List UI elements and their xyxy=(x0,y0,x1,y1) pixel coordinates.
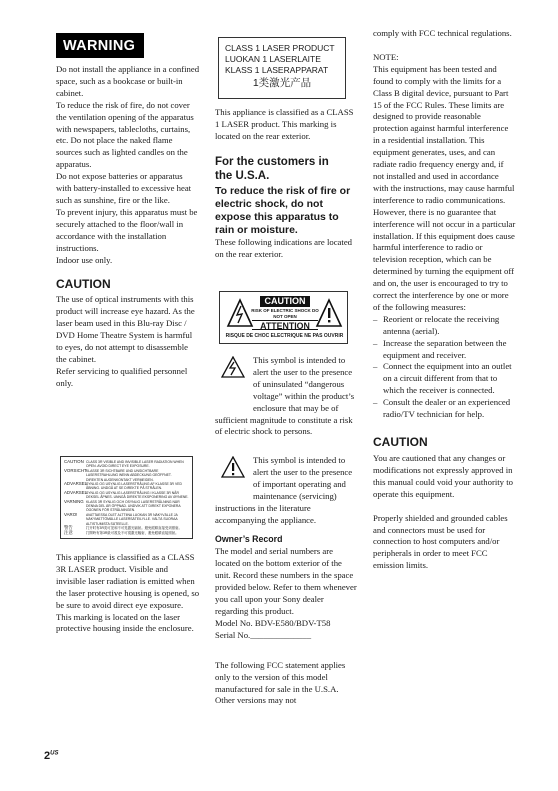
paragraph: The use of optical instruments with this product will increase eye hazard. As the laser beam used in this Blu-ray Disc / DVD Home Theatre System is harmful to eyes, do not attempt to disassemble the cabinet. xyxy=(56,294,195,364)
label-row: 注意 打開時有第3R級可視及不可視激光輻射，避免眼睛直接照射。 xyxy=(64,529,179,535)
label-line: CLASS 1 LASER PRODUCT xyxy=(225,43,335,53)
owners-record-heading: Owner’s Record xyxy=(215,534,283,545)
paragraph: Properly shielded and grounded cables and connectors must be used for connection to host computers and/or peripherals in order to meet FCC emission limits. xyxy=(373,512,508,571)
paragraph: This symbol is intended to alert the user to the presence of uninsulated “dangerous voltage” within the product’s enclosure that may be of sufficient magnitude to constitute a risk of electric shock to persons. xyxy=(215,355,355,437)
label-line: KLASS 1 LASERAPPARAT xyxy=(225,65,329,75)
shock-attention-text: ATTENTION xyxy=(252,320,318,330)
label-line: 1类激光产品 xyxy=(252,77,312,89)
paragraph: This marking is located on the laser protective housing inside the enclosure. xyxy=(56,611,194,634)
paragraph: Indoor use only. xyxy=(56,254,113,265)
label-row: ADVARSEL SYNLIG OG USYNLIG LASERSTRÅLING AF KLASSE 3R VED ÅBNING. UNDGÅ AT SE DIREKTE PÅ STRÅLEN. xyxy=(64,481,182,491)
paragraph: This symbol is intended to alert the user to the presence of important operating and maintenance (servicing) instructions in the literature accompanying the appliance. xyxy=(215,455,353,525)
caution-heading: CAUTION xyxy=(373,435,428,449)
paragraph: You are cautioned that any changes or modifications not expressly approved in this manual could void your authority to operate this equipment. xyxy=(373,453,513,499)
list-item: – Reorient or relocate the receiving antenna (aerial). xyxy=(373,313,500,336)
paragraph: To prevent injury, this apparatus must be securely attached to the floor/wall in accordance with the installation instructions. xyxy=(56,206,198,253)
class-1-laser-label xyxy=(218,37,346,99)
paragraph: The following FCC statement applies only to the version of this model manufactured for sale in the U.S.A. Other versions may not xyxy=(215,659,346,706)
warning-label: WARNING xyxy=(56,33,144,58)
label-row: VORSICHT KLASSE 3R SICHTBARE UND UNSICHTBARE LASERSTRAHLUNG WENN ABDECKUNG GEÖFFNET. DIREKTEN AUGENKONTAKT VERMEIDEN. xyxy=(64,467,172,482)
paragraph: Do not expose batteries or apparatus with battery-installed to excessive heat such as sunshine, fire or the like. xyxy=(56,171,192,205)
list-item: – Consult the dealer or an experienced radio/TV technician for help. xyxy=(373,397,511,420)
label-row: 警告 打开时有3R类可见和不可见激光辐射。避免眼睛直接受到照射。 xyxy=(64,525,182,531)
paragraph: These following indications are located on the rear exterior. xyxy=(215,236,353,259)
column-3 xyxy=(373,28,516,572)
paragraph: comply with FCC technical regulations. xyxy=(373,28,512,38)
paragraph: This appliance is classified as a CLASS 3R LASER product. Visible and invisible laser radiation is emitted when the laser protective housing is opened, so be sure to avoid direct eye exposure. xyxy=(56,552,200,610)
column-1 xyxy=(56,64,200,390)
caution-heading: CAUTION xyxy=(56,277,111,292)
bold-warning: To reduce the risk of fire or electric shock, do not expose this apparatus to rain or moisture. xyxy=(215,184,351,236)
paragraph: This appliance is classified as a CLASS 1 LASER product. This marking is located on the rear exterior. xyxy=(215,107,354,141)
paragraph: The model and serial numbers are located on the bottom exterior of the unit. Record these numbers in the space provided below. Refer to them whenever you call upon your Sony dealer regarding this product. xyxy=(215,546,357,616)
paragraph: Do not install the appliance in a confined space, such as a bookcase or built-in cabinet. xyxy=(56,64,200,98)
list-item: – Connect the equipment into an outlet on a circuit different from that to which the receiver is connected. xyxy=(373,361,512,396)
label-row: VARO! AVATTAESSA OLET ALTTIINA LUOKAN 3R NÄKYVÄLLE JA NÄKYMÄTTÖMÄLLE LASERSÄTEILYLLE. VÄLTÄ SUORAA ALTISTUMISTA SÄTEELLE. xyxy=(64,511,178,526)
model-number: Model No. BDV-E580/BDV-T58 xyxy=(215,617,331,628)
column-2 xyxy=(215,107,357,261)
column-1-lower xyxy=(56,552,200,635)
paragraph: To reduce the risk of fire, do not cover the ventilation opening of the apparatus with newspapers, tablecloths, curtains, etc. Do not place the naked flame sources such as lighted candles on the apparatus. xyxy=(56,99,194,170)
symbol-1-block xyxy=(215,355,357,438)
paragraph: Refer servicing to qualified personnel only. xyxy=(56,365,188,388)
class-3r-laser-label xyxy=(60,456,193,539)
symbol-2-block xyxy=(215,455,357,707)
label-row: ADVARSEL SYNLIG OG USYNLIG LASERSTRÅLING I KLASSE 3R NÅR DEKSEL ÅPNES. UNNGÅ DIREKTE EKSPONERING AV ØYNENE. xyxy=(64,489,189,500)
electric-shock-label xyxy=(219,291,348,344)
customers-heading: For the customers in the U.S.A. xyxy=(215,155,329,182)
note-label: NOTE: xyxy=(373,51,399,62)
label-line: LUOKAN 1 LASERLAITE xyxy=(225,54,321,64)
shock-sub-text: RISK OF ELECTRIC SHOCK DO NOT OPEN xyxy=(251,308,319,319)
serial-number: Serial No.______________ xyxy=(215,629,312,640)
list-item: – Increase the separation between the equipment and receiver. xyxy=(373,337,507,360)
paragraph: This equipment has been tested and found to comply with the limits for a Class B digital device, pursuant to Part 15 of the FCC Rules. These limits are designed to provide reasonable protection against harmful interference in a residential installation. This equipment generates, uses, and can radiate radio frequency energy and, if not installed and used in accordance with the instructions, may cause harmful interference to radio communications. However, there is no guarantee that interference will not occur in a particular installation. If this equipment does cause harmful interference to radio or television reception, which can be determined by turning the equipment off and on, the user is encouraged to try to correct the interference by one or more of the following measures: xyxy=(373,63,516,312)
label-row: VARNING KLASS 3R SYNLIG OCH OSYNLIG LASERSTRÅLNING NÄR DENNA DEL ÄR ÖPPNAD. UNDVIK ATT DIREKT EXPONERA ÖGONEN FÖR STRÅLNINGEN. xyxy=(64,498,181,513)
label-row: CAUTION CLASS 3R VISIBLE AND INVISIBLE LASER RADIATION WHEN OPEN. AVOID DIRECT EYE EXPOSURE. xyxy=(64,459,184,469)
page-number: $2^{US}$ xyxy=(44,750,59,762)
shock-caution-text: CAUTION xyxy=(260,296,310,307)
shock-french-text: RISQUE DE CHOC ELECTRIQUE NE PAS OUVRIR xyxy=(225,333,344,339)
